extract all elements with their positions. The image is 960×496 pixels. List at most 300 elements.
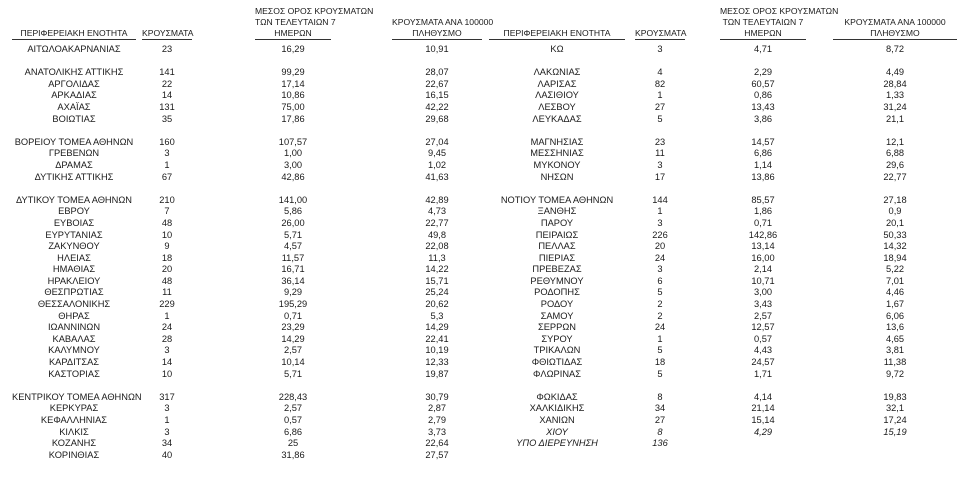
avg-7day-cell: 10,71 xyxy=(751,275,775,286)
table-row xyxy=(0,415,487,427)
avg-7day-cell: 1,14 xyxy=(753,159,773,170)
table-row xyxy=(487,276,960,288)
avg-7day-cell: 3,00 xyxy=(283,159,303,170)
table-row xyxy=(0,160,487,172)
per-100000-cell: 19,87 xyxy=(425,368,449,379)
cases-cell: 5 xyxy=(657,113,663,124)
cases-cell: 144 xyxy=(652,194,668,205)
cases-cell: 11 xyxy=(655,148,665,159)
cases-cell: 1 xyxy=(657,333,663,344)
per-100000-cell: 14,22 xyxy=(425,264,449,275)
regional-unit-cell: ΠΙΕΡΙΑΣ xyxy=(538,252,576,263)
table-row xyxy=(0,44,487,56)
cases-cell: 18 xyxy=(654,357,666,368)
per-100000-cell: 42,22 xyxy=(425,101,449,112)
cases-cell: 23 xyxy=(161,44,173,54)
avg-7day-cell: 21,14 xyxy=(751,403,775,414)
cases-cell: 3 xyxy=(657,264,663,275)
avg-7day-cell: 42,86 xyxy=(281,171,305,182)
avg-7day-cell: 15,14 xyxy=(751,415,775,425)
cases-cell: 27 xyxy=(654,101,666,112)
per-100000-cell: 15,71 xyxy=(425,275,449,286)
cases-cell: 34 xyxy=(161,438,173,449)
cases-cell: 3 xyxy=(657,44,663,54)
cases-cell: 3 xyxy=(657,217,663,228)
avg-7day-cell: 4,43 xyxy=(753,345,773,356)
avg-7day-cell: 228,43 xyxy=(278,391,308,402)
regional-unit-cell: ΛΕΣΒΟΥ xyxy=(538,101,576,112)
per-100000-cell: 2,87 xyxy=(427,403,447,414)
per-100000-cell: 22,08 xyxy=(425,241,449,252)
per-100000-cell: 4,65 xyxy=(885,333,905,344)
header-line: ΠΛΗΘΥΣΜΟ xyxy=(392,28,482,40)
table-row xyxy=(487,369,960,381)
table-row xyxy=(487,253,960,265)
cases-cell: 5 xyxy=(657,345,663,356)
per-100000-cell: 31,24 xyxy=(883,101,907,112)
regional-unit-cell: ΤΡΙΚΑΛΩΝ xyxy=(533,345,581,356)
table-row xyxy=(487,438,960,450)
table-row xyxy=(487,415,960,427)
avg-7day-cell: 5,71 xyxy=(283,368,303,379)
regional-unit-cell: ΕΥΡΥΤΑΝΙΑΣ xyxy=(45,229,103,240)
regional-unit-cell: ΚΟΖΑΝΗΣ xyxy=(51,438,97,449)
table-row xyxy=(0,241,487,253)
avg-7day-cell: 3,43 xyxy=(753,299,773,310)
per-100000-cell: 6,06 xyxy=(885,310,905,321)
per-100000-cell: 3,81 xyxy=(885,345,905,356)
per-100000-cell: 5,3 xyxy=(430,310,444,321)
cases-cell: 210 xyxy=(159,194,175,205)
per-100000-cell: 28,84 xyxy=(883,78,907,89)
regional-unit-cell: ΔΡΑΜΑΣ xyxy=(55,159,93,170)
regional-unit-cell: ΝΟΤΙΟΥ ΤΟΜΕΑ ΑΘΗΝΩΝ xyxy=(500,194,614,205)
avg-7day-cell: 1,00 xyxy=(283,148,303,159)
per-100000-cell: 15,19 xyxy=(883,426,907,437)
per-100000-cell: 4,46 xyxy=(885,287,905,298)
left-table-header xyxy=(0,0,494,44)
regional-unit-cell: ΜΥΚΟΝΟΥ xyxy=(533,159,581,170)
regional-unit-cell: ΛΕΥΚΑΔΑΣ xyxy=(532,113,582,124)
per-100000-cell: 8,72 xyxy=(885,44,905,54)
left-table-body xyxy=(0,44,487,461)
avg-7day-cell: 2,29 xyxy=(753,67,773,78)
avg-7day-cell: 2,57 xyxy=(283,403,303,414)
regional-unit-cell: ΜΑΓΝΗΣΙΑΣ xyxy=(530,136,584,147)
cases-cell: 24 xyxy=(654,322,666,333)
regional-unit-cell: ΒΟΙΩΤΙΑΣ xyxy=(52,113,96,124)
spacer-row xyxy=(0,125,487,137)
regional-unit-cell: ΑΙΤΩΛΟΑΚΑΡΝΑΝΙΑΣ xyxy=(27,44,121,54)
header-regional-unit xyxy=(489,28,625,40)
cases-cell: 23 xyxy=(654,136,666,147)
table-row xyxy=(0,172,487,184)
regional-unit-cell: ΖΑΚΥΝΘΟΥ xyxy=(48,241,100,252)
right-table-body xyxy=(487,44,960,450)
avg-7day-cell: 195,29 xyxy=(278,299,308,310)
cases-cell: 3 xyxy=(164,148,170,159)
avg-7day-cell: 141,00 xyxy=(278,194,308,205)
per-100000-cell: 16,15 xyxy=(425,90,449,101)
regional-unit-cell: ΔΥΤΙΚΗΣ ΑΤΤΙΚΗΣ xyxy=(34,171,114,182)
table-row xyxy=(487,195,960,207)
cases-cell: 1 xyxy=(164,415,170,425)
avg-7day-cell: 10,14 xyxy=(281,357,305,368)
avg-7day-cell: 6,86 xyxy=(283,426,303,437)
per-100000-cell: 6,88 xyxy=(885,148,905,159)
cases-cell: 14 xyxy=(161,357,173,368)
per-100000-cell: 50,33 xyxy=(883,229,907,240)
table-row xyxy=(487,206,960,218)
header-cases xyxy=(635,28,685,40)
avg-7day-cell: 10,86 xyxy=(281,90,305,101)
cases-cell: 2 xyxy=(657,299,663,310)
table-row xyxy=(0,311,487,323)
table-row xyxy=(487,392,960,404)
avg-7day-cell: 85,57 xyxy=(751,194,775,205)
cases-cell: 5 xyxy=(657,368,663,379)
regional-unit-cell: ΦΩΚΙΔΑΣ xyxy=(536,391,578,402)
table-row xyxy=(487,218,960,230)
per-100000-cell: 41,63 xyxy=(425,171,449,182)
avg-7day-cell: 9,29 xyxy=(283,287,303,298)
cases-cell: 1 xyxy=(164,310,170,321)
avg-7day-cell: 2,57 xyxy=(753,310,773,321)
cases-cell: 24 xyxy=(161,322,173,333)
per-100000-cell: 21,1 xyxy=(885,113,905,124)
regional-unit-cell: ΛΑΚΩΝΙΑΣ xyxy=(533,67,581,78)
table-row xyxy=(0,392,487,404)
right-table-header xyxy=(487,0,960,44)
avg-7day-cell: 11,57 xyxy=(281,252,305,263)
regional-unit-cell: ΜΕΣΣΗΝΙΑΣ xyxy=(530,148,584,159)
avg-7day-cell: 26,00 xyxy=(281,217,305,228)
regional-unit-cell: ΞΑΝΘΗΣ xyxy=(537,206,577,217)
table-row xyxy=(487,287,960,299)
cases-cell: 17 xyxy=(654,171,666,182)
cases-cell: 1 xyxy=(164,159,170,170)
avg-7day-cell: 16,29 xyxy=(281,44,305,54)
table-row xyxy=(487,172,960,184)
cases-cell: 35 xyxy=(161,113,173,124)
cases-cell: 136 xyxy=(652,438,668,449)
cases-cell: 82 xyxy=(654,78,666,89)
cases-cell: 1 xyxy=(657,90,663,101)
header-cases-per-100000 xyxy=(833,17,957,40)
table-row xyxy=(487,90,960,102)
cases-cell: 160 xyxy=(159,136,175,147)
header-line: ΠΕΡΙΦΕΡΕΙΑΚΗ ΕΝΟΤΗΤΑ xyxy=(12,28,136,40)
per-100000-cell: 1,33 xyxy=(885,90,905,101)
header-line: ΠΛΗΘΥΣΜΟ xyxy=(833,28,957,40)
regional-unit-cell: ΗΡΑΚΛΕΙΟΥ xyxy=(47,275,101,286)
per-100000-cell: 13,6 xyxy=(885,322,905,333)
table-row xyxy=(0,67,487,79)
cases-cell: 8 xyxy=(657,426,663,437)
per-100000-cell: 27,18 xyxy=(883,194,907,205)
avg-7day-cell: 0,86 xyxy=(753,90,773,101)
per-100000-cell: 10,19 xyxy=(425,345,449,356)
avg-7day-cell: 13,43 xyxy=(751,101,775,112)
per-100000-cell: 12,1 xyxy=(885,136,905,147)
avg-7day-cell: 3,86 xyxy=(753,113,773,124)
regional-unit-cell: ΧΑΛΚΙΔΙΚΗΣ xyxy=(529,403,585,414)
regional-unit-cell: ΚΑΒΑΛΑΣ xyxy=(52,333,96,344)
table-row xyxy=(487,334,960,346)
table-row xyxy=(0,276,487,288)
avg-7day-cell: 17,86 xyxy=(281,113,305,124)
per-100000-cell: 20,1 xyxy=(885,217,905,228)
table-row xyxy=(0,137,487,149)
regional-unit-cell: ΡΟΔΟΥ xyxy=(540,299,574,310)
avg-7day-cell: 16,71 xyxy=(281,264,305,275)
regional-unit-cell: ΗΜΑΘΙΑΣ xyxy=(52,264,96,275)
avg-7day-cell: 5,71 xyxy=(283,229,303,240)
avg-7day-cell: 75,00 xyxy=(281,101,305,112)
cases-cell: 141 xyxy=(159,67,175,78)
table-row xyxy=(0,79,487,91)
per-100000-cell: 27,04 xyxy=(425,136,449,147)
table-row xyxy=(487,264,960,276)
avg-7day-cell: 1,71 xyxy=(753,368,773,379)
per-100000-cell: 9,72 xyxy=(885,368,905,379)
avg-7day-cell: 4,57 xyxy=(283,241,303,252)
regional-unit-cell: ΘΗΡΑΣ xyxy=(58,310,90,321)
avg-7day-cell: 3,00 xyxy=(753,287,773,298)
header-line: ΗΜΕΡΩΝ xyxy=(255,28,331,40)
cases-cell: 3 xyxy=(164,345,170,356)
regional-unit-cell: ΚΕΝΤΡΙΚΟΥ ΤΟΜΕΑ ΑΘΗΝΩΝ xyxy=(12,391,142,402)
avg-7day-cell: 17,14 xyxy=(281,78,305,89)
avg-7day-cell: 107,57 xyxy=(278,136,308,147)
avg-7day-cell: 24,57 xyxy=(751,357,775,368)
avg-7day-cell: 25 xyxy=(287,438,299,449)
regional-unit-cell: ΚΙΛΚΙΣ xyxy=(59,426,89,437)
avg-7day-cell: 14,57 xyxy=(751,136,775,147)
header-line: ΚΡΟΥΣΜΑΤΑ ΑΝΑ 100000 xyxy=(844,17,946,27)
spacer-row xyxy=(0,183,487,195)
regional-unit-cell: ΦΛΩΡΙΝΑΣ xyxy=(532,368,582,379)
header-cases-per-100000 xyxy=(392,17,494,40)
regional-unit-cell: ΚΟΡΙΝΘΙΑΣ xyxy=(48,449,100,460)
per-100000-cell: 20,62 xyxy=(425,299,449,310)
regional-unit-cell: ΣΥΡΟΥ xyxy=(541,333,573,344)
per-100000-cell: 4,49 xyxy=(885,67,905,78)
table-row xyxy=(487,102,960,114)
table-row xyxy=(0,206,487,218)
table-row xyxy=(0,148,487,160)
table-row xyxy=(0,264,487,276)
regional-unit-cell: ΠΕΛΛΑΣ xyxy=(538,241,576,252)
regional-unit-cell: ΙΩΑΝΝΙΝΩΝ xyxy=(47,322,101,333)
regional-unit-cell: ΕΥΒΟΙΑΣ xyxy=(53,217,95,228)
regional-unit-cell: ΚΩ xyxy=(550,44,564,54)
cases-cell: 1 xyxy=(657,206,663,217)
table-row xyxy=(487,44,960,56)
regional-unit-cell: ΚΑΣΤΟΡΙΑΣ xyxy=(48,368,100,379)
cases-cell: 10 xyxy=(161,368,173,379)
header-line: ΚΡΟΥΣΜΑΤΑ xyxy=(635,28,687,38)
spacer-row xyxy=(487,125,960,137)
regional-unit-cell: ΚΑΡΔΙΤΣΑΣ xyxy=(48,357,100,368)
cases-cell: 229 xyxy=(159,299,175,310)
table-row xyxy=(0,287,487,299)
cases-cell: 20 xyxy=(654,241,666,252)
per-100000-cell: 29,68 xyxy=(425,113,449,124)
regional-unit-cell: ΑΧΑΪΑΣ xyxy=(57,101,91,112)
per-100000-cell: 29,6 xyxy=(885,159,905,170)
table-row xyxy=(487,427,960,439)
per-100000-cell: 2,79 xyxy=(427,415,447,425)
per-100000-cell: 1,67 xyxy=(885,299,905,310)
table-row xyxy=(0,253,487,265)
table-row xyxy=(487,148,960,160)
cases-cell: 34 xyxy=(654,403,666,414)
table-row xyxy=(0,299,487,311)
header-line: ΜΕΣΟΣ ΟΡΟΣ ΚΡΟΥΣΜΑΤΩΝ xyxy=(255,6,374,16)
table-row xyxy=(0,218,487,230)
cases-cell: 131 xyxy=(159,101,175,112)
table-row xyxy=(0,345,487,357)
regional-unit-cell: ΠΡΕΒΕΖΑΣ xyxy=(532,264,582,275)
per-100000-cell: 22,67 xyxy=(425,78,449,89)
regional-unit-cell: ΑΡΚΑΔΙΑΣ xyxy=(51,90,97,101)
cases-cell: 22 xyxy=(161,78,173,89)
cases-cell: 18 xyxy=(161,252,173,263)
per-100000-cell: 28,07 xyxy=(425,67,449,78)
regional-unit-cell: ΧΙΟΥ xyxy=(546,426,568,437)
avg-7day-cell: 36,14 xyxy=(281,275,305,286)
cases-cell: 3 xyxy=(164,426,170,437)
avg-7day-cell: 0,71 xyxy=(283,310,303,321)
regional-unit-cell: ΧΑΝΙΩΝ xyxy=(539,415,575,425)
header-line: ΤΩΝ ΤΕΛΕΥΤΑΙΩΝ 7 xyxy=(722,17,804,27)
table-row xyxy=(0,230,487,242)
cases-cell: 48 xyxy=(161,217,173,228)
per-100000-cell: 18,94 xyxy=(883,252,907,263)
header-line: ΜΕΣΟΣ ΟΡΟΣ ΚΡΟΥΣΜΑΤΩΝ xyxy=(720,6,839,16)
regional-unit-cell: ΚΕΡΚΥΡΑΣ xyxy=(49,403,99,414)
per-100000-cell: 1,02 xyxy=(427,159,447,170)
table-row xyxy=(0,357,487,369)
per-100000-cell: 14,32 xyxy=(883,241,907,252)
table-row xyxy=(487,311,960,323)
regional-unit-cell: ΒΟΡΕΙΟΥ ΤΟΜΕΑ ΑΘΗΝΩΝ xyxy=(14,136,134,147)
per-100000-cell: 27,57 xyxy=(425,449,449,460)
avg-7day-cell: 0,57 xyxy=(283,415,303,425)
regional-unit-cell: ΔΥΤΙΚΟΥ ΤΟΜΕΑ ΑΘΗΝΩΝ xyxy=(15,194,133,205)
table-row xyxy=(487,241,960,253)
table-row xyxy=(0,427,487,439)
cases-cell: 40 xyxy=(161,449,173,460)
regional-unit-cell: ΕΒΡΟΥ xyxy=(58,206,90,217)
regional-unit-cell: ΛΑΣΙΘΙΟΥ xyxy=(535,90,579,101)
cases-cell: 6 xyxy=(657,275,663,286)
per-100000-cell: 3,73 xyxy=(427,426,447,437)
table-row xyxy=(0,450,487,462)
header-line: ΚΡΟΥΣΜΑΤΑ xyxy=(142,28,194,38)
cases-cell: 317 xyxy=(159,391,175,402)
cases-cell: 9 xyxy=(164,241,170,252)
table-row xyxy=(0,403,487,415)
regional-unit-cell: ΠΑΡΟΥ xyxy=(540,217,574,228)
cases-cell: 3 xyxy=(657,159,663,170)
header-line: ΚΡΟΥΣΜΑΤΑ ΑΝΑ 100000 xyxy=(392,17,494,27)
cases-cell: 27 xyxy=(654,415,666,425)
per-100000-cell: 9,45 xyxy=(427,148,447,159)
per-100000-cell: 42,89 xyxy=(425,194,449,205)
table-row xyxy=(0,102,487,114)
table-row xyxy=(487,137,960,149)
avg-7day-cell: 23,29 xyxy=(281,322,305,333)
table-row xyxy=(487,67,960,79)
table-row xyxy=(0,438,487,450)
avg-7day-cell: 5,86 xyxy=(283,206,303,217)
table-row xyxy=(487,357,960,369)
regional-unit-cell: ΘΕΣΣΑΛΟΝΙΚΗΣ xyxy=(37,299,111,310)
avg-7day-cell: 13,14 xyxy=(751,241,775,252)
regional-unit-cell: ΦΘΙΩΤΙΔΑΣ xyxy=(531,357,583,368)
cases-cell: 11 xyxy=(162,287,172,298)
spacer-row xyxy=(0,380,487,392)
header-regional-unit xyxy=(12,28,136,40)
header-line: ΗΜΕΡΩΝ xyxy=(720,28,806,40)
spacer-row xyxy=(0,56,487,68)
cases-cell: 7 xyxy=(164,206,170,217)
table-row xyxy=(487,160,960,172)
header-cases xyxy=(142,28,192,40)
avg-7day-cell: 2,14 xyxy=(753,264,773,275)
avg-7day-cell: 13,86 xyxy=(751,171,775,182)
cases-cell: 5 xyxy=(657,287,663,298)
avg-7day-cell: 31,86 xyxy=(281,449,305,460)
per-100000-cell: 0,9 xyxy=(888,206,902,217)
table-row xyxy=(0,369,487,381)
cases-cell: 3 xyxy=(164,403,170,414)
per-100000-cell: 22,77 xyxy=(425,217,449,228)
per-100000-cell: 10,91 xyxy=(425,44,449,54)
per-100000-cell: 22,41 xyxy=(425,333,449,344)
regional-unit-cell: ΡΕΘΥΜΝΟΥ xyxy=(530,275,584,286)
table-row xyxy=(487,230,960,242)
table-row xyxy=(487,322,960,334)
avg-7day-cell: 4,29 xyxy=(753,426,773,437)
regional-unit-cell: ΝΗΣΩΝ xyxy=(540,171,574,182)
regional-unit-cell: ΘΕΣΠΡΩΤΙΑΣ xyxy=(44,287,104,298)
per-100000-cell: 25,24 xyxy=(425,287,449,298)
cases-cell: 67 xyxy=(161,171,173,182)
per-100000-cell: 32,1 xyxy=(885,403,905,414)
avg-7day-cell: 6,86 xyxy=(753,148,773,159)
regional-unit-cell: ΛΑΡΙΣΑΣ xyxy=(537,78,577,89)
regional-unit-cell: ΑΡΓΟΛΙΔΑΣ xyxy=(48,78,100,89)
cases-cell: 24 xyxy=(654,252,666,263)
per-100000-cell: 49,8 xyxy=(427,229,447,240)
regional-unit-cell: ΡΟΔΟΠΗΣ xyxy=(534,287,580,298)
regional-unit-cell: ΓΡΕΒΕΝΩΝ xyxy=(48,148,100,159)
spacer-row xyxy=(487,183,960,195)
avg-7day-cell: 0,71 xyxy=(753,217,773,228)
spacer-row xyxy=(487,380,960,392)
table-row xyxy=(487,79,960,91)
regional-unit-cell: ΥΠΟ ΔΙΕΡΕΥΝΗΣΗ xyxy=(516,438,598,449)
cases-cell: 8 xyxy=(657,391,663,402)
regional-unit-cell: ΣΕΡΡΩΝ xyxy=(537,322,576,333)
per-100000-cell: 22,77 xyxy=(883,171,907,182)
header-7day-average xyxy=(720,6,839,40)
table-row xyxy=(487,114,960,126)
table-row xyxy=(487,403,960,415)
